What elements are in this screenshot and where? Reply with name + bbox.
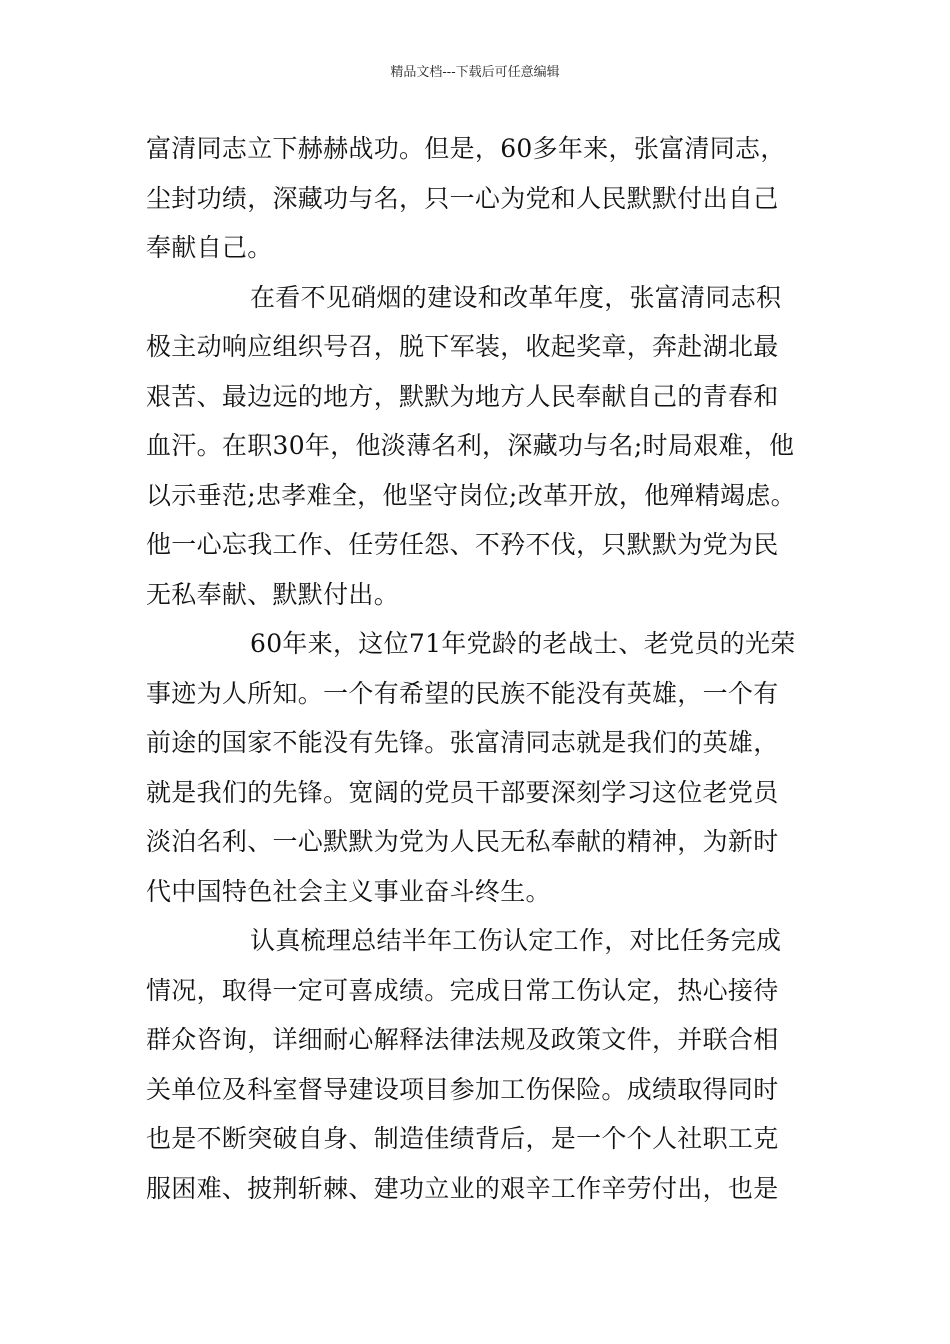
text-line: 前途的国家不能没有先锋。张富清同志就是我们的英雄，	[146, 728, 779, 757]
paragraph-start-line: 在看不见硝烟的建设和改革年度，张富清同志积	[250, 282, 782, 312]
text-line: 极主动响应组织号召，脱下军装，收起奖章，奔赴湖北最	[146, 332, 779, 361]
text-line: 事迹为人所知。一个有希望的民族不能没有英雄，一个有	[146, 678, 779, 708]
text-line: 无私奉献、默默付出。	[146, 579, 400, 609]
text-line: 他一心忘我工作、任劳任怨、不矜不伐，只默默为党为民	[146, 530, 779, 559]
text-line: 奉献自己。	[146, 233, 273, 262]
text-line: 代中国特色社会主义事业奋斗终生。	[146, 876, 551, 906]
text-line: 富清同志立下赫赫战功。但是，60多年来，张富清同志，	[146, 134, 786, 163]
text-line: 情况，取得一定可喜成绩。完成日常工伤认定，热心接待	[146, 975, 779, 1005]
paragraph-start-line: 认真梳理总结半年工伤认定工作，对比任务完成	[250, 926, 782, 955]
text-line: 服困难、披荆斩棘、建功立业的艰辛工作辛劳付出，也是	[146, 1173, 779, 1203]
document-body	[146, 124, 836, 1213]
text-line: 尘封功绩，深藏功与名，只一心为党和人民默默付出自己	[146, 183, 779, 213]
text-line: 艰苦、最边远的地方，默默为地方人民奉献自己的青春和	[146, 381, 779, 411]
text-line: 也是不断突破自身、制造佳绩背后，是一个个人社职工克	[146, 1124, 779, 1153]
text-line: 关单位及科室督导建设项目参加工伤保险。成绩取得同时	[146, 1074, 779, 1104]
text-line: 就是我们的先锋。宽阔的党员干部要深刻学习这位老党员	[146, 777, 779, 807]
page-header: 精品文档---下载后可任意编辑	[390, 65, 560, 80]
text-line: 以示垂范;忠孝难全，他坚守岗位;改革开放，他殚精竭虑。	[146, 480, 796, 510]
text-line: 淡泊名利、一心默默为党为人民无私奉献的精神，为新时	[146, 827, 779, 856]
text-line: 血汗。在职30年，他淡薄名利，深藏功与名;时局艰难，他	[146, 431, 795, 460]
text-line: 群众咨询，详细耐心解释法律法规及政策文件，并联合相	[146, 1025, 779, 1054]
paragraph-start-line: 60年来，这位71年党龄的老战士、老党员的光荣	[250, 629, 796, 658]
